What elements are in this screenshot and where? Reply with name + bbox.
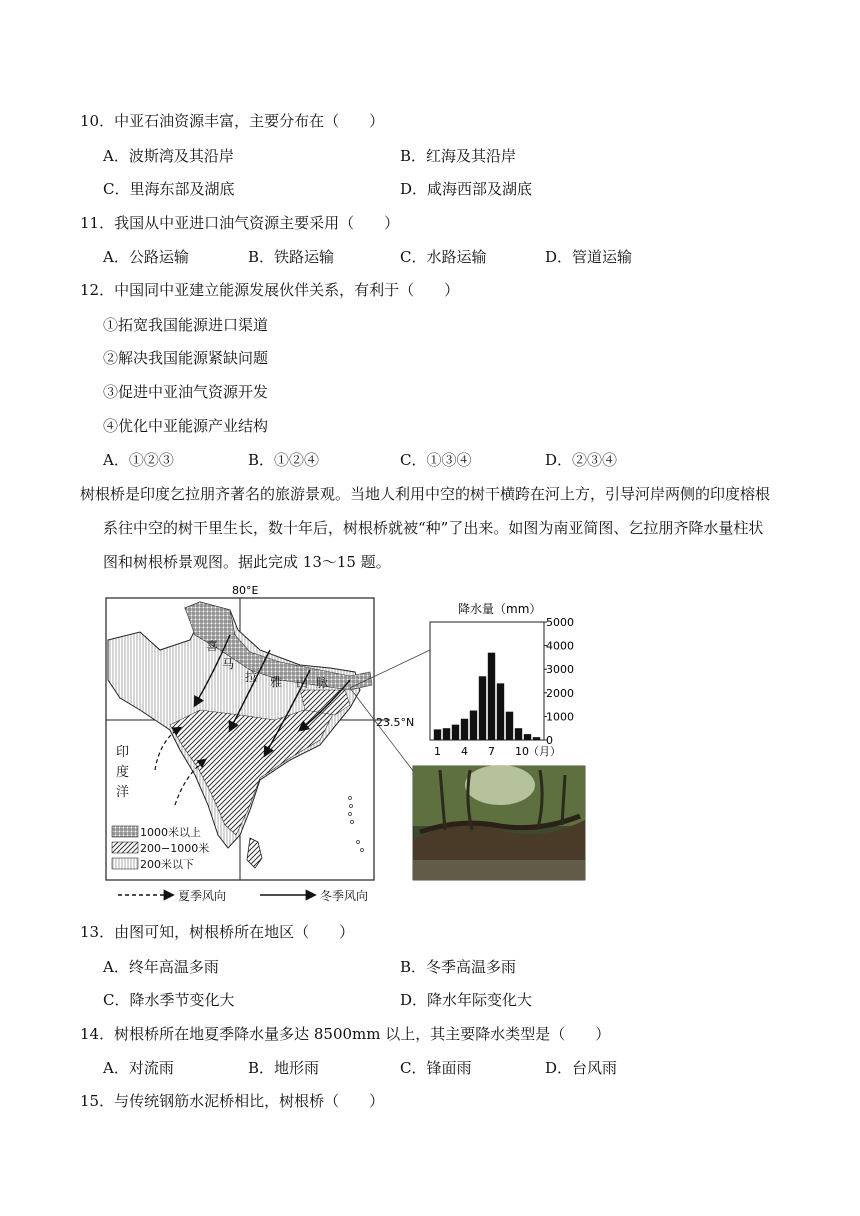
precip-bar-month-1 <box>434 729 441 740</box>
precip-bar-month-2 <box>443 728 450 740</box>
svg-text:脉: 脉 <box>316 676 329 690</box>
q12-stem: 12．中国同中亚建立能源发展伙伴关系，有利于（ ） <box>80 281 460 299</box>
q11-option-d: D．管道运输 <box>545 248 633 266</box>
svg-text:山: 山 <box>296 676 309 690</box>
x-tick-label: 7 <box>488 745 495 758</box>
passage-line-1: 树根桥是印度乞拉朋齐著名的旅游景观。当地人利用中空的树干横跨在河上方，引导河岸两侧的印度榕根 <box>80 485 771 503</box>
chart-xlabel: （月） <box>528 745 561 758</box>
svg-text:冬季风向: 冬季风向 <box>320 889 369 903</box>
precip-bar-month-8 <box>497 683 504 740</box>
precip-bar-month-9 <box>506 712 513 740</box>
q12-option-d: D．②③④ <box>545 451 618 469</box>
svg-text:印: 印 <box>116 745 130 760</box>
q11-option-b: B．铁路运输 <box>248 248 335 266</box>
parallel-label: 23.5°N <box>376 716 415 729</box>
q11-stem: 11．我国从中亚进口油气资源主要采用（ ） <box>80 214 400 232</box>
y-tick-label: 0 <box>546 734 553 747</box>
meridian-label: 80°E <box>232 584 259 597</box>
y-tick-label: 1000 <box>546 710 574 724</box>
q13-stem: 13．由图可知，树根桥所在地区（ ） <box>80 923 355 941</box>
q11-option-a: A．公路运输 <box>103 248 189 266</box>
q14-option-b: B．地形雨 <box>248 1059 320 1077</box>
svg-text:马: 马 <box>222 657 235 671</box>
q13-option-c: C．降水季节变化大 <box>103 991 235 1009</box>
q12-item-4: ④优化中亚能源产业结构 <box>103 417 269 435</box>
y-tick-label: 2000 <box>546 686 574 700</box>
precip-chart <box>430 601 574 758</box>
x-tick-label: 10 <box>515 745 529 758</box>
precip-bar-month-11 <box>524 734 531 740</box>
svg-text:度: 度 <box>116 765 130 780</box>
passage-line-2: 系往中空的树干里生长，数十年后，树根桥就被“种”了出来。如图为南亚简图、乞拉朋齐降水量柱状 <box>103 519 764 537</box>
svg-text:洋: 洋 <box>116 785 130 800</box>
q14-option-d: D．台风雨 <box>545 1059 618 1077</box>
q13-option-a: A．终年高温多雨 <box>103 958 219 976</box>
ocean-label <box>116 745 129 800</box>
q10-option-d: D．咸海西部及湖底 <box>400 180 533 198</box>
q14-stem: 14．树根桥所在地夏季降水量多达 8500mm 以上，其主要降水类型是（ ） <box>80 1025 611 1043</box>
q10-option-c: C．里海东部及湖底 <box>103 180 235 198</box>
tree-root-bridge-photo <box>413 765 585 880</box>
q12-option-b: B．①②④ <box>248 451 320 469</box>
svg-text:1000米以上: 1000米以上 <box>140 826 201 839</box>
x-tick-label: 1 <box>434 745 441 758</box>
q10-option-a: A．波斯湾及其沿岸 <box>103 147 234 165</box>
svg-text:喜: 喜 <box>206 639 219 653</box>
passage-line-3: 图和树根桥景观图。据此完成 13～15 题。 <box>103 553 391 571</box>
svg-text:200−1000米: 200−1000米 <box>140 842 210 855</box>
x-tick-label: 4 <box>461 745 468 758</box>
svg-text:雅: 雅 <box>270 675 283 689</box>
q14-option-a: A．对流雨 <box>103 1059 174 1077</box>
precip-bar-month-12 <box>533 737 540 740</box>
q14-option-c: C．锋面雨 <box>400 1059 472 1077</box>
figure-svg <box>100 580 600 910</box>
precip-bar-month-10 <box>515 728 522 740</box>
q12-item-2: ②解决我国能源紧缺问题 <box>103 349 269 367</box>
y-tick-label: 4000 <box>546 639 574 653</box>
q12-option-c: C．①③④ <box>400 451 472 469</box>
q13-option-d: D．降水年际变化大 <box>400 991 533 1009</box>
precip-bar-month-5 <box>470 711 477 741</box>
figure-south-asia <box>100 580 600 910</box>
q13-option-b: B．冬季高温多雨 <box>400 958 517 976</box>
wind-legend <box>118 888 368 903</box>
precip-bar-month-4 <box>461 719 468 740</box>
svg-text:200米以下: 200米以下 <box>140 858 194 871</box>
q11-option-c: C．水路运输 <box>400 248 487 266</box>
svg-text:拉: 拉 <box>245 670 258 684</box>
q10-stem: 10．中亚石油资源丰富，主要分布在（ ） <box>80 112 385 130</box>
q10-option-b: B．红海及其沿岸 <box>400 147 517 165</box>
svg-text:夏季风向: 夏季风向 <box>178 889 227 903</box>
q15-stem: 15．与传统钢筋水泥桥相比，树根桥（ ） <box>80 1092 385 1110</box>
chart-frame <box>430 622 544 740</box>
y-tick-label: 5000 <box>546 616 574 629</box>
precip-bar-month-3 <box>452 725 459 740</box>
q12-item-3: ③促进中亚油气资源开发 <box>103 383 269 401</box>
y-tick-label: 3000 <box>546 663 574 677</box>
chart-title: 降水量（mm） <box>458 602 542 616</box>
q12-item-1: ①拓宽我国能源进口渠道 <box>103 316 269 334</box>
q12-option-a: A．①②③ <box>103 451 174 469</box>
precip-bar-month-7 <box>488 653 495 740</box>
precip-bar-month-6 <box>479 676 486 740</box>
